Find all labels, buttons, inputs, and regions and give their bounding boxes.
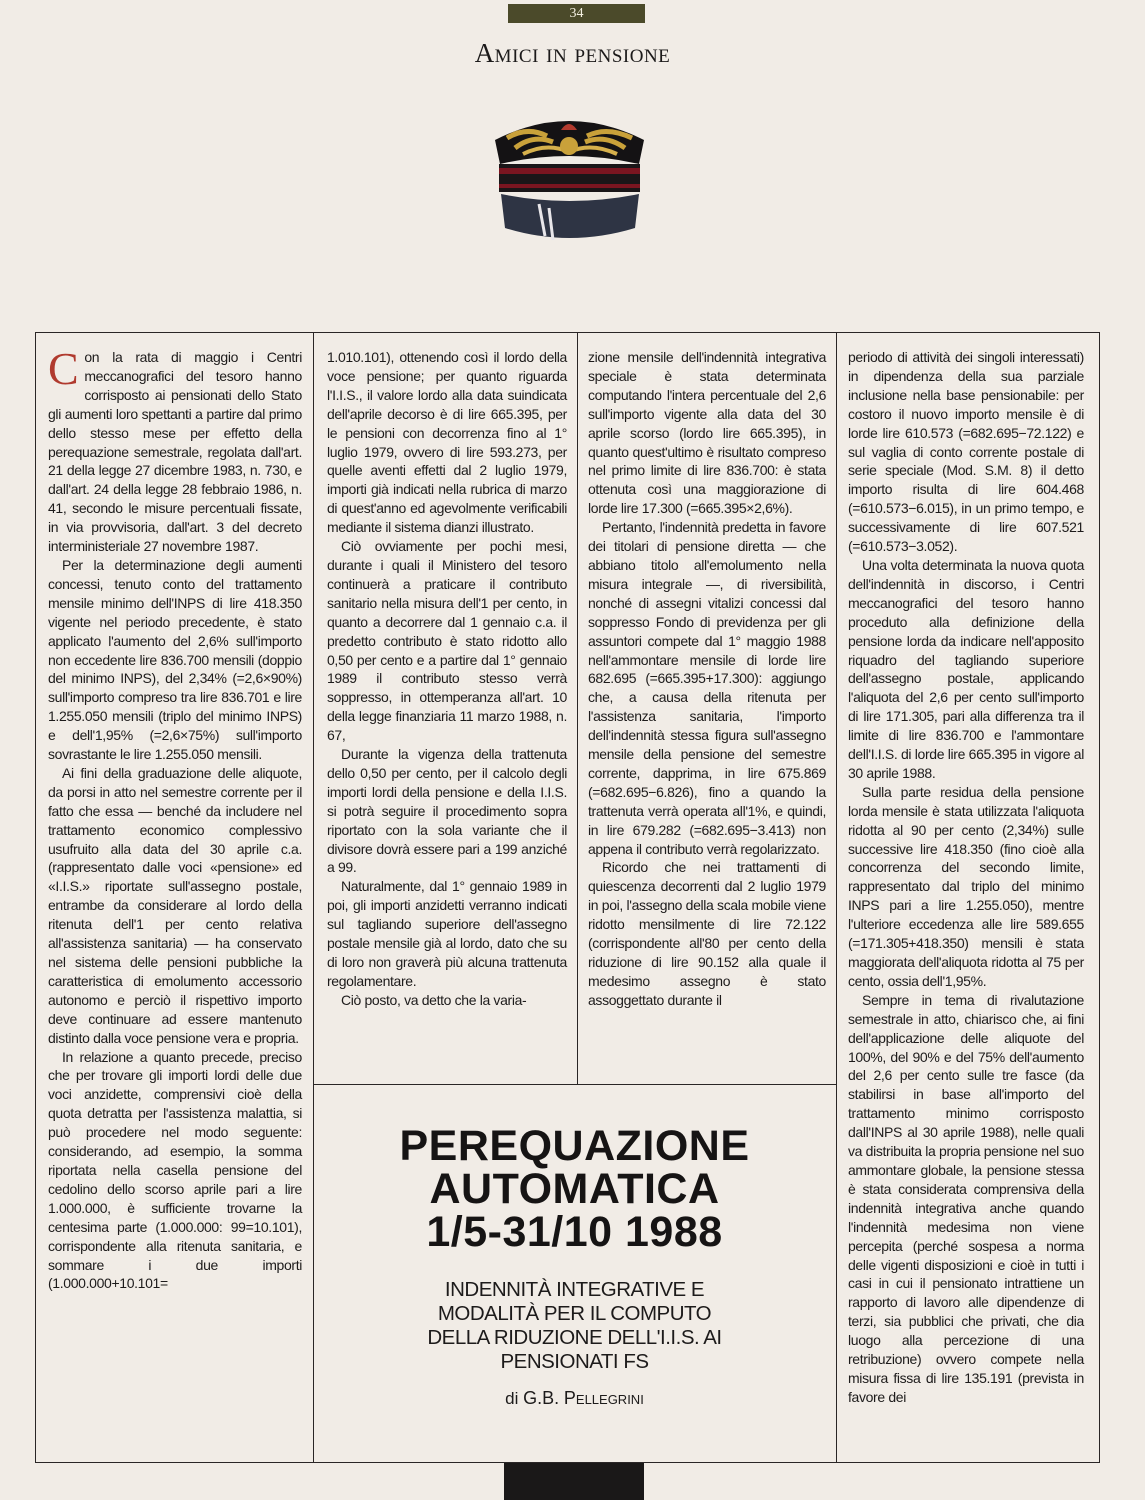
bottom-bar [504,1463,644,1500]
article-column-3 [588,348,826,1010]
military-cap-icon [487,108,652,248]
frame-right-rule [1099,332,1100,1463]
byline [313,1388,836,1409]
paragraph: Durante la vigenza della trattenuta dello 0,50 per cento, per il calcolo degli importi lordi della pensione e della I.I.S. si potrà seguire il procedimento sopra riportato con la sola variante che il divisore dovrà essere pari a 199 anziché a 99. [327,746,567,876]
drop-cap: C [48,343,79,394]
page-number: 34 [508,4,645,23]
paragraph: Con la rata di maggio i Centri meccanografici del tesoro hanno corrisposto ai pensionati dello Stato gli aumenti loro spettanti a partire dal primo dello stesso mese per effetto della perequazione semestrale, regolata dall'art. 21 della legge 27 dicembre 1983, n. 730, e dall'art. 24 della legge 28 febbraio 1986, n. 41, secondo le misure percentuali fissate, in via provvisoria, dall'art. 3 del decreto interministeriale 27 novembre 1987. [48,343,302,555]
subtitle-line: PENSIONATI FS [500,1350,649,1373]
paragraph: Per la determinazione degli aumenti concessi, tenuto conto del trattamento mensile minimo dell'INPS di lire 418.350 vigente nel periodo precedente, è stato applicato l'aumento del 2,6% sull'importo non eccedente lire 836.700 mensili (doppio del minimo INPS), del 2,34% (=2,6×90%) sull'importo compreso tra lire 836.701 e lire 1.255.050 mensili (triplo del minimo INPS) e dell'1,95% (=2,6×75%) sull'importo sovrastante le lire 1.255.050 mensili. [48,556,302,763]
paragraph: Ciò posto, va detto che la varia- [341,991,527,1008]
paragraph: zione mensile dell'indennità integrativa speciale è stata determinata computando l'intera percentuale del 2,6 sull'importo vigente alla data del 30 aprile scorso (lordo lire 665.395), in quanto quest'ultimo è risultato compreso nel primo limite di lire 836.700: è stata ottenuta così una maggiorazione di lorde lire 17.300 (=665.395×2,6%). [588,349,826,517]
headline [313,1122,836,1256]
paragraph: Ricordo che nei trattamenti di quiescenza decorrenti dal 2 luglio 1979 in poi, l'assegno della scala mobile viene ridotto mensilmente di lire 72.122 (corrispondente all'80 per cento della riduzione di lire 90.152 alla quale il medesimo assegno è stato assoggettato durante il [588,859,826,1008]
subtitle-line: MODALITÀ PER IL COMPUTO [437,1302,712,1325]
paragraph: Naturalmente, dal 1° gennaio 1989 in poi, gli importi anzidetti verranno indicati sul tagliando superiore dell'assegno postale mensile già al lordo, dato che su di loro non graverà più alcuna trattenuta regolamentare. [327,878,567,989]
author-surname: Pellegrini [563,1388,644,1408]
subtitle [313,1278,836,1374]
paragraph: Ai fini della graduazione delle aliquote, da porsi in atto nel semestre corrente per il fatto che essa — benché da includere nel trattamento economico complessivo usufruito alla data del 30 aprile c.a. (rappresentato dalle voci «pensione» ed «I.I.S.» riportate sull'assegno postale, entrambe da considerare al lordo della ritenuta dell'1 per cento relativa all'assistenza sanitaria) — ha conservato nel sistema delle pensioni pubbliche la caratteristica di emolumento accessorio autonomo e perciò il rispettivo importo deve continuare ad essere mantenuto distinto dalla voce pensione vera e propria. [48,764,302,1046]
article-column-4 [848,348,1084,1407]
headline-line: 1/5-31/10 1988 [426,1208,723,1256]
paragraph: Sempre in tema di rivalutazione semestrale in atto, chiarisco che, ai fini dell'applicazione delle aliquote del 100%, del 90% e del 75% dell'aumento del 2,6 per cento sulle tre fasce (da stabilirsi in base all'importo del trattamento minimo corrisposto dall'INPS al 30 aprile 1988), nelle quali va distribuita la propria pensione nel suo ammontare globale, la pensione stessa è stata considerata comprensiva della indennità integrativa anche quando l'indennità medesima non viene percepita (perché sospesa a norma delle vigenti disposizioni e cioè in tutti i casi in cui il pensionato intrattiene un rapporto di lavoro alle dipendenze di terzi, sia pubblici che privati, che dia luogo alla percezione di una retribuzione) ovvero compete nella misura fissa di lire 135.191 (prevista in favore dei [848,991,1084,1405]
article-column-2 [327,348,567,1010]
paragraph: Sulla parte residua della pensione lorda mensile è stata utilizzata l'aliquota ridotta al 90 per cento (2,34%) sulle successive lire 418.350 (fino cioè alla concorrenza del secondo limite, rappresentato dal triplo del minimo INPS pari a lire 1.255.050), mentre l'ulteriore eccedenza alle lire 589.655 (=171.305+418.350) mensili è stata maggiorata dell'aliquota ridotta al 75 per cento, ossia dell'1,95%. [848,783,1084,989]
section-title: Amici in pensione [474,38,671,68]
paragraph: 1.010.101), ottenendo così il lordo della voce pensione; per quanto riguarda l'I.I.S., il valore lordo alla data suindicata dell'aprile decorso è di lire 665.395, per le pensioni con decorrenza fino al 1° luglio 1979, ovvero di lire 593.273, per quelle aventi effetti dal 2 luglio 1979, importi già indicati nella rubrica di marzo di quest'anno ed agevolmente verificabili mediante il sistema dianzi illustrato. [327,349,567,536]
author-initials: G.B. [523,1388,560,1408]
paragraph: Una volta determinata la nuova quota dell'indennità in discorso, i Centri meccanografici del tesoro hanno proceduto alla definizione della pensione lorda da indicare nell'apposito riquadro del tagliando superiore dell'assegno postale, applicando l'aliquota del 2,6 per cento sull'importo di lire 171.305, pari alla differenza tra il limite di lire 836.700 e l'ammontare dell'I.I.S. di lorde lire 665.395 in vigore al 30 aprile 1988. [848,556,1084,781]
frame-left-rule [35,332,36,1463]
frame-top-rule [35,332,1100,333]
paragraph: periodo di attività dei singoli interessati) in dipendenza della sua parziale inclusione nella base pensionabile: per costoro il nuovo importo mensile è di lorde lire 610.573 (=682.695−72.122) e sul vaglia di conto corrente postale di serie speciale (Mod. S.M. 8) il detto importo risulta di lire 604.468 (=610.573−6.015), in un primo tempo, e successivamente di lire 607.521 (=610.573−3.052). [848,349,1084,555]
paragraph: In relazione a quanto precede, preciso che per trovare gli importi lordi delle due voci anzidette, comprensivi cioè della quota detratta per l'assistenza malattia, si può procedere nel modo seguente: considerando, ad esempio, la somma riportata nella casella pensione del cedolino dello scorso aprile pari a lire 1.000.000, è sufficiente trovarne la centesima parte (1.000.000: 99=10.101), corrispondente alla ritenuta sanitaria, e sommare i due importi (1.000.000+10.101= [48,1048,302,1292]
paragraph: Pertanto, l'indennità predetta in favore dei titolari di pensione diretta — che abbiano titolo all'emolumento nella misura integrale —, di riversibilità, nonché di assegni vitalizi concessi dal soppresso Fondo di previdenza per gli assuntori compete dal 1° maggio 1988 nell'ammontare mensile di lorde lire 682.695 (=665.395+17.300): aggiungo che, a causa della ritenuta per l'assistenza sanitaria, l'importo dell'indennità stessa figura sull'assegno mensile della pensione del semestre corrente, dapprima, in lire 675.869 (=682.695−6.826), fino a quando la trattenuta verrà operata all'1%, e quindi, in lire 679.282 (=682.695−3.413) non appena il contributo verrà regolarizzato. [588,519,826,857]
subtitle-line: INDENNITÀ INTEGRATIVE E [444,1278,705,1301]
column-divider [836,332,837,1463]
headline-line: AUTOMATICA [429,1165,720,1213]
paragraph: Ciò ovviamente per pochi mesi, durante i quali il Ministero del tesoro continuerà a praticare il contributo sanitario nella misura dell'1 per cento, in quanto a decorrere dal 1 gennaio c.a. il predetto contributo è stato ridotto allo 0,50 per cento e a partire dal 1° gennaio 1989 il contributo stesso verrà soppresso, in ottemperanza all'art. 10 della legge finanziaria 11 marzo 1988, n. 67, [327,538,567,744]
headline-block [313,1085,836,1465]
byline-prefix: di [505,1389,519,1408]
column-divider [577,332,578,1084]
headline-line: PEREQUAZIONE [399,1122,750,1170]
subtitle-line: DELLA RIDUZIONE DELL'I.I.S. AI [427,1326,722,1349]
article-column-1 [48,343,302,1293]
